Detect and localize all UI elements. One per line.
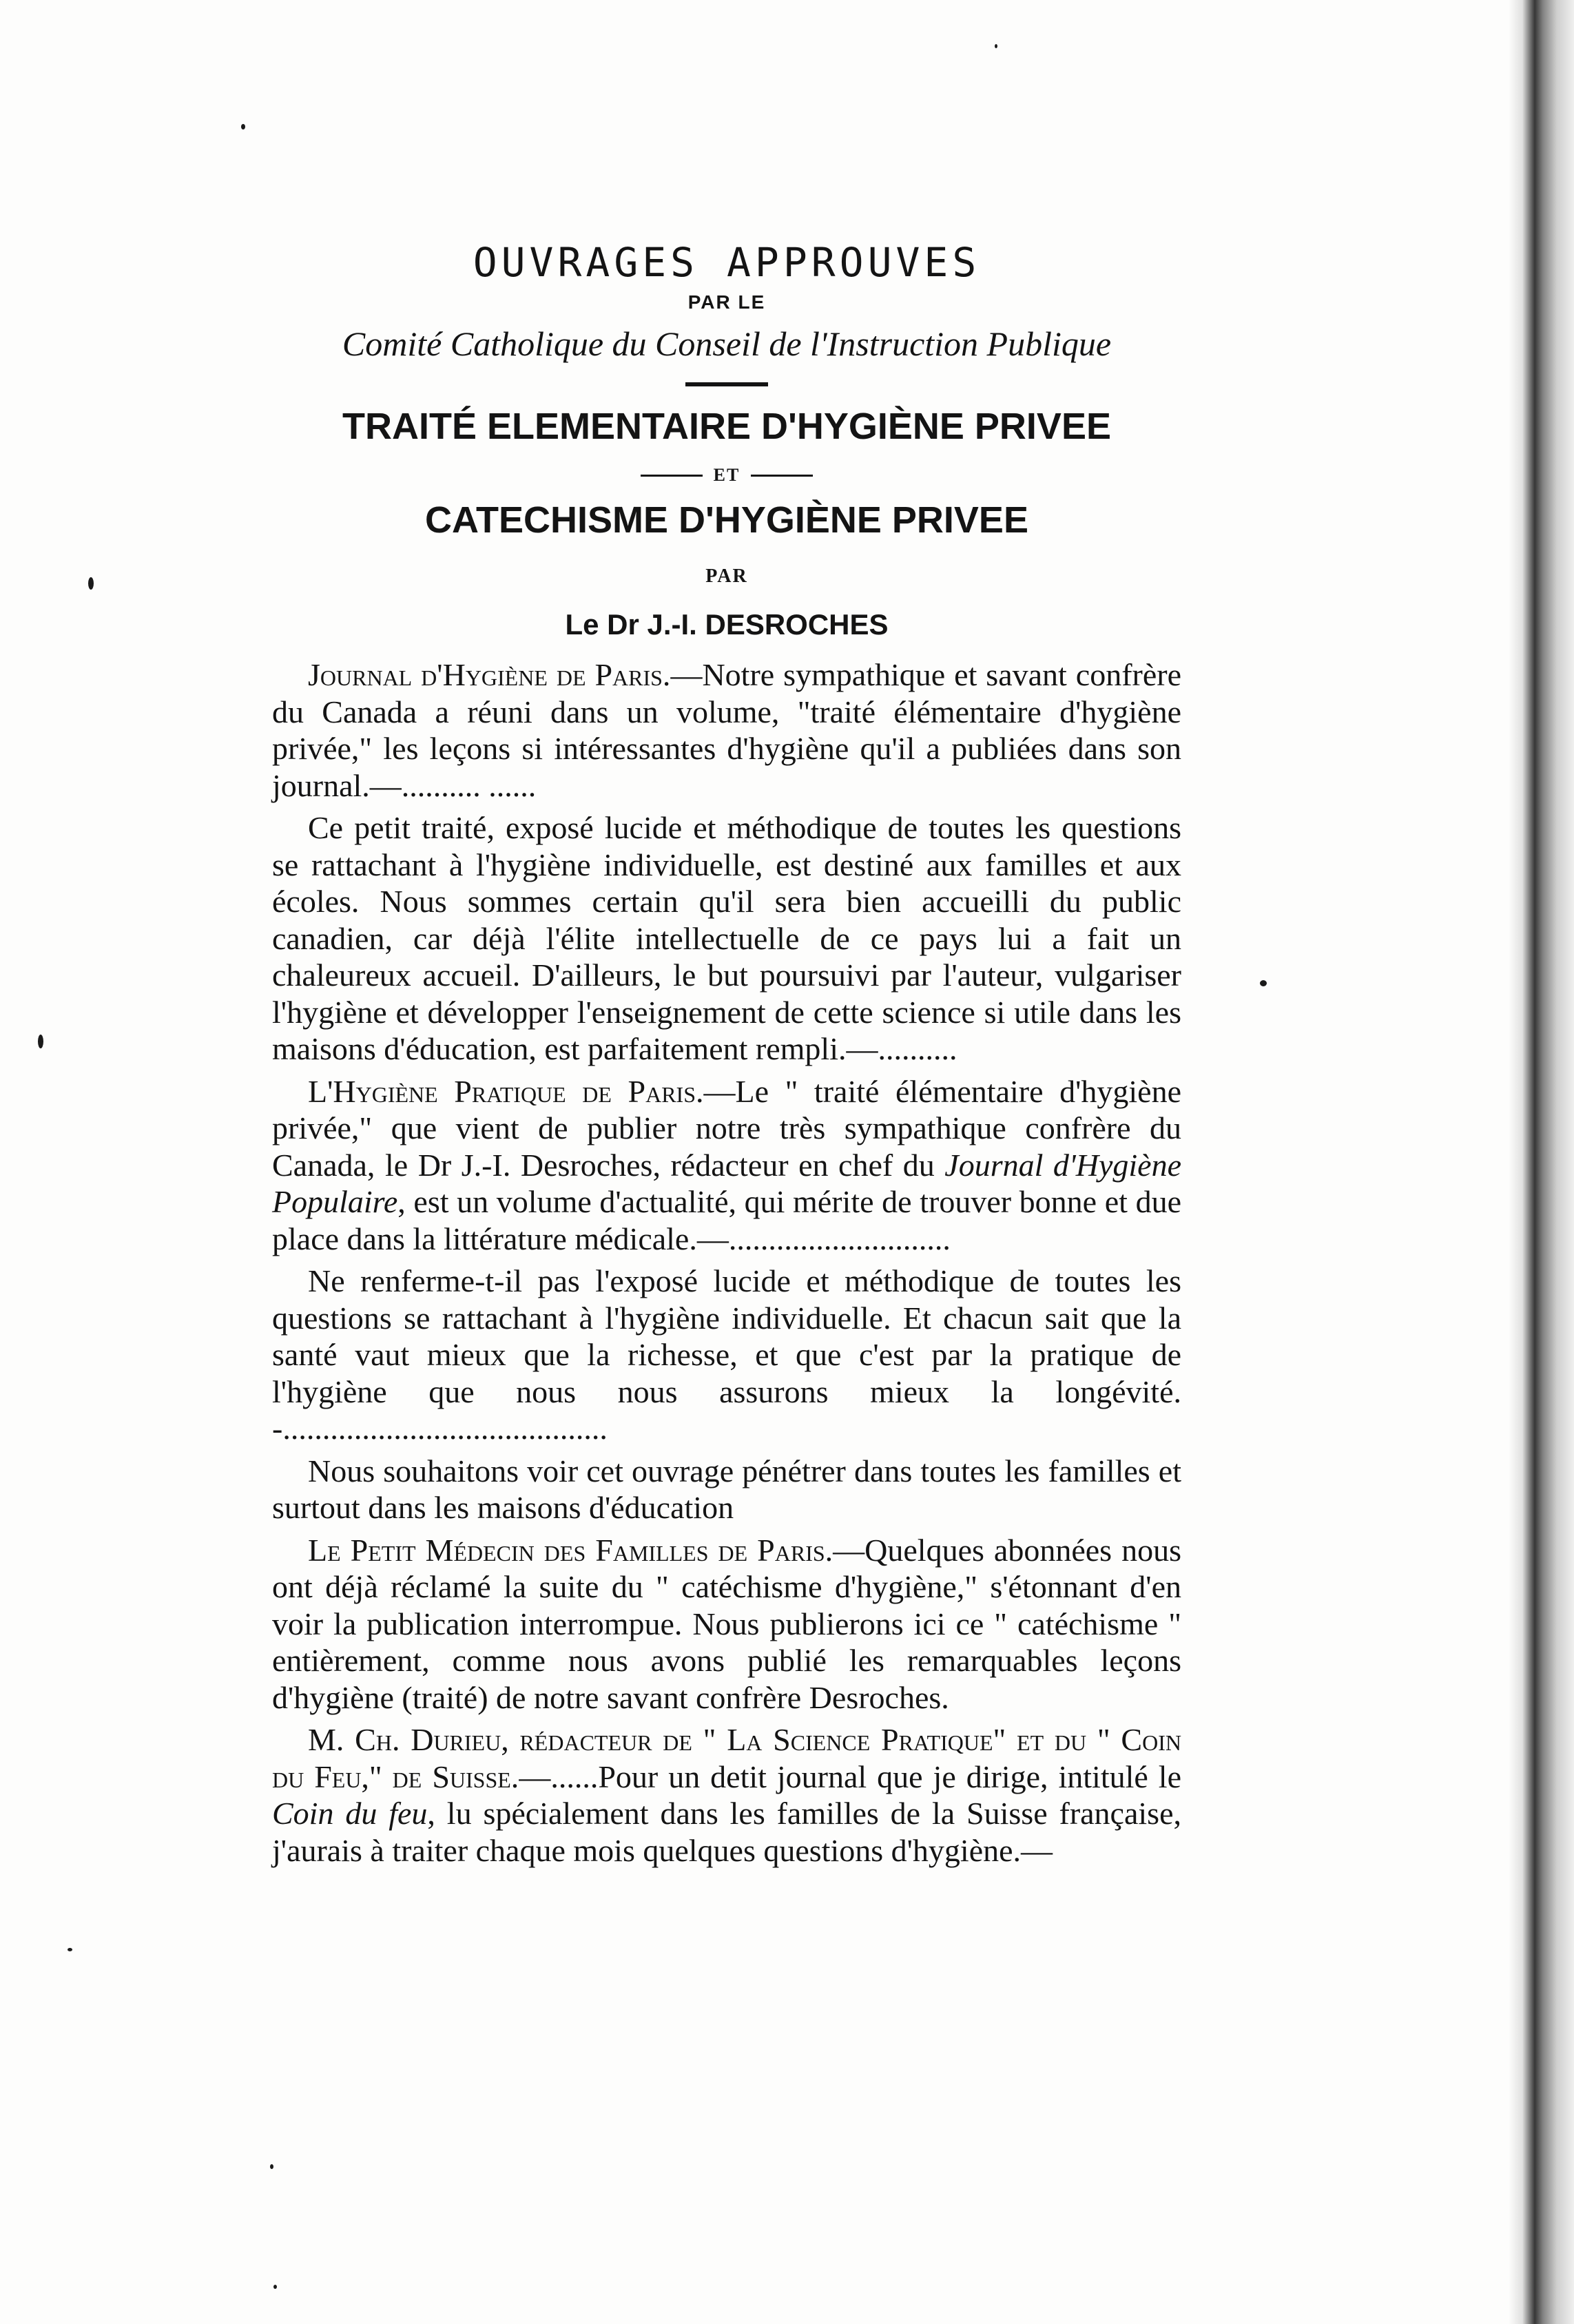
- review-text: —Quelques abonnées nous ont déjà réclamé la suite du " catéchisme d'hygiène," s'étonnant d'en voir la publication interrompue. Nous publierons ici ce " catéchisme " entièrement, comme nous avons publié les remarquables leçons d'hygiène (traité) de notre savant confrère Desroches.: [272, 1532, 1181, 1715]
- journal-title: Journal d'Hygiène Populaire: [272, 1147, 1182, 1219]
- committee-line: Comité Catholique du Conseil de l'Instruction Publique: [342, 324, 1112, 363]
- review-text: Ce petit traité, exposé lucide et méthodique de toutes les questions se rattachant à l'hygiène individuelle, est destiné aux familles et aux écoles. Nous sommes certain qu'il sera bien accueilli du public canadien, car déjà l'élite intellectuelle de ce pays lui a fait un chaleureux accueil. D'ailleurs, le but poursuivi par l'auteur, vulgariser l'hygiène et développer l'enseignement de cette science si utile dans les maisons d'éducation, est parfaitement rempli.—..........: [272, 810, 1181, 1066]
- et-rule-right: [751, 475, 813, 477]
- scan-speck: [995, 44, 997, 48]
- book-title-catechisme: CATECHISME D'HYGIÈNE PRIVEE: [425, 499, 1028, 541]
- review-text: , lu spécialement dans les familles de la Suisse française, j'aurais à traiter chaque mois quelques questions d'hygiène.—: [272, 1796, 1181, 1868]
- review-paragraph: [272, 1263, 1181, 1447]
- review-text: —......Pour un detit journal que je dirige, intitulé le: [519, 1758, 1181, 1794]
- review-paragraph: [272, 1073, 1181, 1258]
- scan-speck: [1260, 980, 1267, 986]
- title-rule: [685, 382, 768, 386]
- review-text: —Notre sympathique et savant confrère du Canada a réuni dans un volume, "traité élémentaire d'hygiène privée," les leçons si intéressantes d'hygiène qu'il a publiées dans son journal.—.......... ......: [272, 657, 1181, 803]
- scan-speck: [68, 1948, 72, 1951]
- review-text: Nous souhaitons voir cet ouvrage pénétrer dans toutes les familles et surtout dans les maisons d'éducation: [272, 1453, 1181, 1525]
- review-source: Journal d'Hygiène de Paris.: [308, 657, 671, 692]
- review-paragraph: [272, 1721, 1181, 1869]
- review-paragraph: [272, 656, 1181, 804]
- scan-speck: [270, 2164, 273, 2169]
- book-title-traite: TRAITÉ ELEMENTAIRE D'HYGIÈNE PRIVEE: [342, 406, 1111, 447]
- et-label: ET: [713, 465, 741, 485]
- review-source: M. Ch. Durieu, rédacteur de " La Science Pratique" et du " Coin du Feu," de Suisse.: [272, 1722, 1181, 1794]
- review-text: —Le " traité élémentaire d'hygiène privée," que vient de publier notre très sympathique confrère du Canada, le Dr J.-I. Desroches, rédacteur en chef du: [272, 1073, 1181, 1183]
- review-paragraph: [272, 809, 1181, 1068]
- binding-edge-shadow: [1509, 0, 1574, 2324]
- author-name: Le Dr J.-I. DESROCHES: [565, 608, 889, 641]
- scan-speck: [273, 2285, 277, 2289]
- et-rule-left: [641, 475, 703, 477]
- scan-speck: [241, 124, 245, 129]
- review-text: , est un volume d'actualité, qui mérite de trouver bonne et due place dans la littérature médicale.—............................: [272, 1184, 1181, 1256]
- par-le-label: PAR LE: [687, 291, 766, 313]
- scan-speck: [38, 1035, 43, 1048]
- journal-title: Coin du feu: [272, 1796, 428, 1831]
- approved-works-title: OUVRAGES APPROUVES: [473, 239, 981, 286]
- scan-speck: [88, 577, 94, 590]
- review-paragraph: [272, 1532, 1181, 1716]
- par-label: PAR: [705, 566, 748, 587]
- review-source: Le Petit Médecin des Familles de Paris.: [308, 1532, 833, 1568]
- text-column: [272, 238, 1181, 1869]
- review-text: Ne renferme-t-il pas l'exposé lucide et méthodique de toutes les questions se rattachant à l'hygiène individuelle. Et chacun sait que la santé vaut mieux que la richesse, et que c'est par la pratique de l'hygiène que nous nous assurons mieux la longévité. -.........................................: [272, 1263, 1181, 1446]
- et-separator: [272, 465, 1181, 486]
- review-source: L'Hygiène Pratique de Paris.: [308, 1073, 704, 1109]
- review-paragraph: [272, 1453, 1181, 1526]
